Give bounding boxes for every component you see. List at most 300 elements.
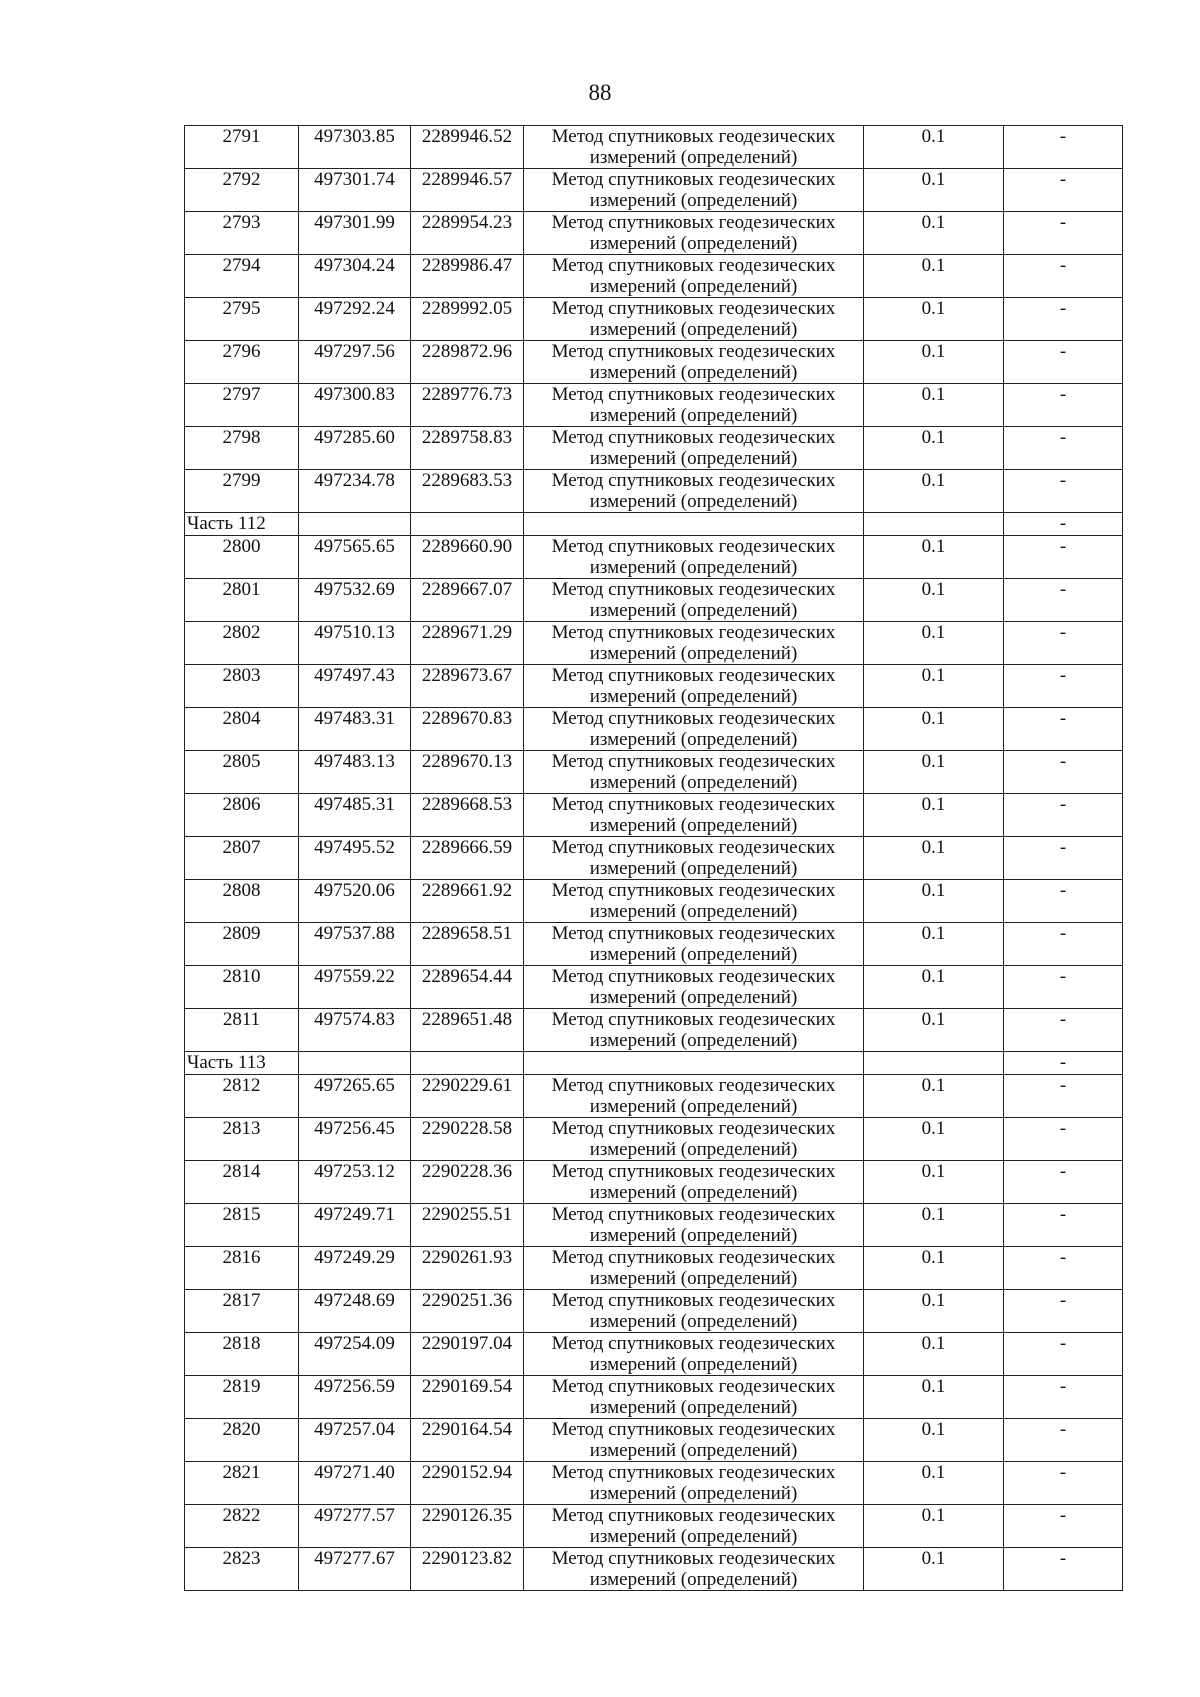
empty-cell [864, 513, 1004, 536]
table-row [185, 1118, 1123, 1161]
coord-x: 497297.56 [299, 341, 411, 384]
table-row [185, 427, 1123, 470]
method-cell [524, 1247, 864, 1290]
point-number: 2813 [185, 1118, 299, 1161]
method-line-2: измерений (определений) [589, 944, 798, 965]
table-row [185, 579, 1123, 622]
point-number: 2823 [185, 1548, 299, 1591]
table-row [185, 470, 1123, 513]
empty-cell [411, 1052, 524, 1075]
table-row [185, 837, 1123, 880]
coord-y: 2290197.04 [411, 1333, 524, 1376]
coord-y: 2289651.48 [411, 1009, 524, 1052]
point-number: 2805 [185, 751, 299, 794]
method-line-1: Метод спутниковых геодезических [551, 708, 836, 729]
method-cell [524, 1161, 864, 1204]
method-cell [524, 1376, 864, 1419]
method-cell [524, 579, 864, 622]
table-row [185, 1333, 1123, 1376]
table-row [185, 536, 1123, 579]
coord-y: 2290255.51 [411, 1204, 524, 1247]
method-line-2: измерений (определений) [589, 772, 798, 793]
table-row [185, 1247, 1123, 1290]
accuracy-cell: 0.1 [864, 427, 1004, 470]
coord-x: 497300.83 [299, 384, 411, 427]
method-line-1: Метод спутниковых геодезических [551, 1505, 836, 1526]
part-label: Часть 112 [185, 513, 299, 536]
coord-x: 497248.69 [299, 1290, 411, 1333]
coord-x: 497520.06 [299, 880, 411, 923]
coord-y: 2289667.07 [411, 579, 524, 622]
extra-cell: - [1004, 966, 1123, 1009]
method-line-2: измерений (определений) [589, 643, 798, 664]
method-cell [524, 536, 864, 579]
point-number: 2807 [185, 837, 299, 880]
accuracy-cell: 0.1 [864, 966, 1004, 1009]
empty-cell [299, 513, 411, 536]
accuracy-cell: 0.1 [864, 341, 1004, 384]
table-row [185, 1204, 1123, 1247]
coord-x: 497532.69 [299, 579, 411, 622]
coord-x: 497303.85 [299, 126, 411, 169]
method-line-1: Метод спутниковых геодезических [551, 536, 836, 557]
coord-x: 497249.71 [299, 1204, 411, 1247]
method-cell [524, 622, 864, 665]
method-line-1: Метод спутниковых геодезических [551, 622, 836, 643]
extra-cell: - [1004, 1075, 1123, 1118]
part-header-row [185, 1052, 1123, 1075]
method-line-1: Метод спутниковых геодезических [551, 837, 836, 858]
extra-cell: - [1004, 837, 1123, 880]
point-number: 2794 [185, 255, 299, 298]
coord-y: 2289986.47 [411, 255, 524, 298]
coord-y: 2289671.29 [411, 622, 524, 665]
method-line-1: Метод спутниковых геодезических [551, 923, 836, 944]
part-header-row [185, 513, 1123, 536]
coord-y: 2290229.61 [411, 1075, 524, 1118]
accuracy-cell: 0.1 [864, 536, 1004, 579]
accuracy-cell: 0.1 [864, 579, 1004, 622]
point-number: 2811 [185, 1009, 299, 1052]
method-cell [524, 1462, 864, 1505]
coord-y: 2289670.13 [411, 751, 524, 794]
method-line-1: Метод спутниковых геодезических [551, 169, 836, 190]
coord-y: 2290169.54 [411, 1376, 524, 1419]
coord-y: 2290164.54 [411, 1419, 524, 1462]
method-line-2: измерений (определений) [589, 276, 798, 297]
coord-x: 497234.78 [299, 470, 411, 513]
table-row [185, 1009, 1123, 1052]
method-line-1: Метод спутниковых геодезических [551, 1462, 836, 1483]
method-cell [524, 427, 864, 470]
coord-x: 497483.31 [299, 708, 411, 751]
extra-cell: - [1004, 1204, 1123, 1247]
table-row [185, 880, 1123, 923]
method-cell [524, 880, 864, 923]
point-number: 2815 [185, 1204, 299, 1247]
empty-cell [524, 1052, 864, 1075]
method-line-2: измерений (определений) [589, 1182, 798, 1203]
coord-y: 2289658.51 [411, 923, 524, 966]
method-line-2: измерений (определений) [589, 815, 798, 836]
method-cell [524, 1505, 864, 1548]
coord-y: 2290228.58 [411, 1118, 524, 1161]
coord-y: 2289660.90 [411, 536, 524, 579]
table-row [185, 126, 1123, 169]
method-line-2: измерений (определений) [589, 233, 798, 254]
method-line-2: измерений (определений) [589, 1311, 798, 1332]
accuracy-cell: 0.1 [864, 1204, 1004, 1247]
method-line-2: измерений (определений) [589, 901, 798, 922]
method-line-1: Метод спутниковых геодезических [551, 470, 836, 491]
accuracy-cell: 0.1 [864, 1419, 1004, 1462]
point-number: 2801 [185, 579, 299, 622]
method-cell [524, 341, 864, 384]
method-line-1: Метод спутниковых геодезических [551, 1075, 836, 1096]
extra-cell: - [1004, 1462, 1123, 1505]
coord-y: 2289758.83 [411, 427, 524, 470]
method-line-2: измерений (определений) [589, 1354, 798, 1375]
accuracy-cell: 0.1 [864, 880, 1004, 923]
method-line-1: Метод спутниковых геодезических [551, 1548, 836, 1569]
coord-y: 2289954.23 [411, 212, 524, 255]
method-cell [524, 1204, 864, 1247]
method-cell [524, 665, 864, 708]
method-cell [524, 1290, 864, 1333]
point-number: 2816 [185, 1247, 299, 1290]
accuracy-cell: 0.1 [864, 794, 1004, 837]
method-cell [524, 384, 864, 427]
accuracy-cell: 0.1 [864, 126, 1004, 169]
coord-y: 2290152.94 [411, 1462, 524, 1505]
point-number: 2819 [185, 1376, 299, 1419]
table-row [185, 665, 1123, 708]
extra-cell: - [1004, 1548, 1123, 1591]
coord-y: 2289683.53 [411, 470, 524, 513]
coord-x: 497559.22 [299, 966, 411, 1009]
point-number: 2799 [185, 470, 299, 513]
extra-cell: - [1004, 1009, 1123, 1052]
extra-cell: - [1004, 1333, 1123, 1376]
point-number: 2809 [185, 923, 299, 966]
method-cell [524, 837, 864, 880]
coord-x: 497304.24 [299, 255, 411, 298]
accuracy-cell: 0.1 [864, 1075, 1004, 1118]
accuracy-cell: 0.1 [864, 1462, 1004, 1505]
extra-cell: - [1004, 536, 1123, 579]
method-cell [524, 298, 864, 341]
point-number: 2814 [185, 1161, 299, 1204]
coordinates-table-body [185, 126, 1123, 1591]
method-cell [524, 1419, 864, 1462]
method-cell [524, 1009, 864, 1052]
point-number: 2810 [185, 966, 299, 1009]
accuracy-cell: 0.1 [864, 1290, 1004, 1333]
point-number: 2820 [185, 1419, 299, 1462]
method-line-1: Метод спутниковых геодезических [551, 579, 836, 600]
point-number: 2822 [185, 1505, 299, 1548]
table-row [185, 1462, 1123, 1505]
coord-y: 2289654.44 [411, 966, 524, 1009]
extra-cell: - [1004, 298, 1123, 341]
extra-cell: - [1004, 1290, 1123, 1333]
coord-x: 497495.52 [299, 837, 411, 880]
coord-y: 2289946.52 [411, 126, 524, 169]
method-line-1: Метод спутниковых геодезических [551, 298, 836, 319]
point-number: 2802 [185, 622, 299, 665]
method-line-1: Метод спутниковых геодезических [551, 880, 836, 901]
table-row [185, 1161, 1123, 1204]
extra-cell: - [1004, 708, 1123, 751]
method-line-2: измерений (определений) [589, 1483, 798, 1504]
extra-cell: - [1004, 1052, 1123, 1075]
method-cell [524, 1075, 864, 1118]
extra-cell: - [1004, 1376, 1123, 1419]
method-line-2: измерений (определений) [589, 190, 798, 211]
method-line-2: измерений (определений) [589, 1397, 798, 1418]
extra-cell: - [1004, 923, 1123, 966]
method-line-2: измерений (определений) [589, 448, 798, 469]
method-cell [524, 470, 864, 513]
method-cell [524, 708, 864, 751]
table-row [185, 1290, 1123, 1333]
method-line-1: Метод спутниковых геодезических [551, 751, 836, 772]
method-cell [524, 212, 864, 255]
method-line-2: измерений (определений) [589, 1268, 798, 1289]
point-number: 2821 [185, 1462, 299, 1505]
coord-y: 2289661.92 [411, 880, 524, 923]
coord-y: 2289666.59 [411, 837, 524, 880]
method-line-1: Метод спутниковых геодезических [551, 126, 836, 147]
coord-x: 497483.13 [299, 751, 411, 794]
coord-y: 2289946.57 [411, 169, 524, 212]
accuracy-cell: 0.1 [864, 837, 1004, 880]
coordinates-table [184, 125, 1123, 1591]
coord-x: 497249.29 [299, 1247, 411, 1290]
coord-y: 2290123.82 [411, 1548, 524, 1591]
extra-cell: - [1004, 427, 1123, 470]
accuracy-cell: 0.1 [864, 665, 1004, 708]
table-row [185, 1376, 1123, 1419]
coord-x: 497565.65 [299, 536, 411, 579]
coord-x: 497256.59 [299, 1376, 411, 1419]
accuracy-cell: 0.1 [864, 1118, 1004, 1161]
coord-y: 2290126.35 [411, 1505, 524, 1548]
method-line-1: Метод спутниковых геодезических [551, 341, 836, 362]
accuracy-cell: 0.1 [864, 470, 1004, 513]
part-label: Часть 113 [185, 1052, 299, 1075]
empty-cell [299, 1052, 411, 1075]
method-line-1: Метод спутниковых геодезических [551, 1009, 836, 1030]
accuracy-cell: 0.1 [864, 169, 1004, 212]
table-row [185, 622, 1123, 665]
method-line-2: измерений (определений) [589, 405, 798, 426]
point-number: 2804 [185, 708, 299, 751]
coord-x: 497256.45 [299, 1118, 411, 1161]
coord-x: 497292.24 [299, 298, 411, 341]
empty-cell [864, 1052, 1004, 1075]
extra-cell: - [1004, 384, 1123, 427]
method-line-2: измерений (определений) [589, 987, 798, 1008]
table-row [185, 1505, 1123, 1548]
table-row [185, 966, 1123, 1009]
coord-x: 497257.04 [299, 1419, 411, 1462]
extra-cell: - [1004, 665, 1123, 708]
accuracy-cell: 0.1 [864, 1333, 1004, 1376]
coord-x: 497254.09 [299, 1333, 411, 1376]
method-line-1: Метод спутниковых геодезических [551, 794, 836, 815]
accuracy-cell: 0.1 [864, 1376, 1004, 1419]
method-line-2: измерений (определений) [589, 319, 798, 340]
extra-cell: - [1004, 1161, 1123, 1204]
coord-x: 497485.31 [299, 794, 411, 837]
extra-cell: - [1004, 513, 1123, 536]
table-row [185, 1548, 1123, 1591]
method-cell [524, 1118, 864, 1161]
coord-y: 2289872.96 [411, 341, 524, 384]
accuracy-cell: 0.1 [864, 1161, 1004, 1204]
table-row [185, 384, 1123, 427]
coord-x: 497301.74 [299, 169, 411, 212]
method-line-1: Метод спутниковых геодезических [551, 1118, 836, 1139]
method-line-2: измерений (определений) [589, 1096, 798, 1117]
table-row [185, 794, 1123, 837]
coord-x: 497301.99 [299, 212, 411, 255]
extra-cell: - [1004, 169, 1123, 212]
extra-cell: - [1004, 1118, 1123, 1161]
coord-y: 2290228.36 [411, 1161, 524, 1204]
method-line-2: измерений (определений) [589, 1139, 798, 1160]
method-line-2: измерений (определений) [589, 1569, 798, 1590]
coord-x: 497253.12 [299, 1161, 411, 1204]
coord-x: 497497.43 [299, 665, 411, 708]
method-line-2: измерений (определений) [589, 729, 798, 750]
table-row [185, 1419, 1123, 1462]
table-row [185, 298, 1123, 341]
accuracy-cell: 0.1 [864, 1009, 1004, 1052]
extra-cell: - [1004, 1505, 1123, 1548]
table-row [185, 708, 1123, 751]
method-cell [524, 923, 864, 966]
coord-y: 2290251.36 [411, 1290, 524, 1333]
accuracy-cell: 0.1 [864, 1505, 1004, 1548]
coord-y: 2290261.93 [411, 1247, 524, 1290]
method-line-1: Метод спутниковых геодезических [551, 212, 836, 233]
coord-y: 2289668.53 [411, 794, 524, 837]
coord-y: 2289670.83 [411, 708, 524, 751]
method-cell [524, 169, 864, 212]
method-cell [524, 966, 864, 1009]
point-number: 2812 [185, 1075, 299, 1118]
accuracy-cell: 0.1 [864, 1247, 1004, 1290]
method-line-1: Метод спутниковых геодезических [551, 384, 836, 405]
method-line-2: измерений (определений) [589, 858, 798, 879]
method-line-2: измерений (определений) [589, 1225, 798, 1246]
point-number: 2792 [185, 169, 299, 212]
point-number: 2795 [185, 298, 299, 341]
point-number: 2808 [185, 880, 299, 923]
method-line-2: измерений (определений) [589, 1030, 798, 1051]
coord-y: 2289992.05 [411, 298, 524, 341]
method-line-2: измерений (определений) [589, 686, 798, 707]
coord-x: 497271.40 [299, 1462, 411, 1505]
point-number: 2817 [185, 1290, 299, 1333]
point-number: 2818 [185, 1333, 299, 1376]
accuracy-cell: 0.1 [864, 1548, 1004, 1591]
extra-cell: - [1004, 341, 1123, 384]
extra-cell: - [1004, 1247, 1123, 1290]
extra-cell: - [1004, 212, 1123, 255]
extra-cell: - [1004, 126, 1123, 169]
point-number: 2798 [185, 427, 299, 470]
table-row [185, 341, 1123, 384]
coord-y: 2289673.67 [411, 665, 524, 708]
empty-cell [524, 513, 864, 536]
table-row [185, 923, 1123, 966]
method-line-1: Метод спутниковых геодезических [551, 255, 836, 276]
accuracy-cell: 0.1 [864, 708, 1004, 751]
extra-cell: - [1004, 622, 1123, 665]
method-cell [524, 126, 864, 169]
method-line-1: Метод спутниковых геодезических [551, 427, 836, 448]
extra-cell: - [1004, 470, 1123, 513]
method-line-1: Метод спутниковых геодезических [551, 1247, 836, 1268]
method-cell [524, 1333, 864, 1376]
method-line-2: измерений (определений) [589, 1526, 798, 1547]
point-number: 2797 [185, 384, 299, 427]
extra-cell: - [1004, 794, 1123, 837]
coord-x: 497285.60 [299, 427, 411, 470]
point-number: 2803 [185, 665, 299, 708]
page-number: 88 [588, 80, 612, 105]
coord-x: 497510.13 [299, 622, 411, 665]
method-line-1: Метод спутниковых геодезических [551, 1290, 836, 1311]
accuracy-cell: 0.1 [864, 622, 1004, 665]
extra-cell: - [1004, 880, 1123, 923]
method-line-2: измерений (определений) [589, 600, 798, 621]
extra-cell: - [1004, 579, 1123, 622]
coord-x: 497574.83 [299, 1009, 411, 1052]
accuracy-cell: 0.1 [864, 751, 1004, 794]
extra-cell: - [1004, 1419, 1123, 1462]
method-line-1: Метод спутниковых геодезических [551, 1376, 836, 1397]
point-number: 2796 [185, 341, 299, 384]
coord-x: 497265.65 [299, 1075, 411, 1118]
method-line-1: Метод спутниковых геодезических [551, 665, 836, 686]
method-line-1: Метод спутниковых геодезических [551, 1419, 836, 1440]
method-line-2: измерений (определений) [589, 362, 798, 383]
table-row [185, 255, 1123, 298]
point-number: 2806 [185, 794, 299, 837]
extra-cell: - [1004, 255, 1123, 298]
method-line-2: измерений (определений) [589, 491, 798, 512]
table-row [185, 169, 1123, 212]
extra-cell: - [1004, 751, 1123, 794]
accuracy-cell: 0.1 [864, 923, 1004, 966]
method-line-1: Метод спутниковых геодезических [551, 966, 836, 987]
coord-x: 497277.57 [299, 1505, 411, 1548]
method-cell [524, 751, 864, 794]
point-number: 2800 [185, 536, 299, 579]
method-cell [524, 1548, 864, 1591]
table-row [185, 1075, 1123, 1118]
coord-x: 497277.67 [299, 1548, 411, 1591]
method-line-2: измерений (определений) [589, 147, 798, 168]
method-line-2: измерений (определений) [589, 1440, 798, 1461]
method-cell [524, 255, 864, 298]
empty-cell [411, 513, 524, 536]
method-line-1: Метод спутниковых геодезических [551, 1204, 836, 1225]
